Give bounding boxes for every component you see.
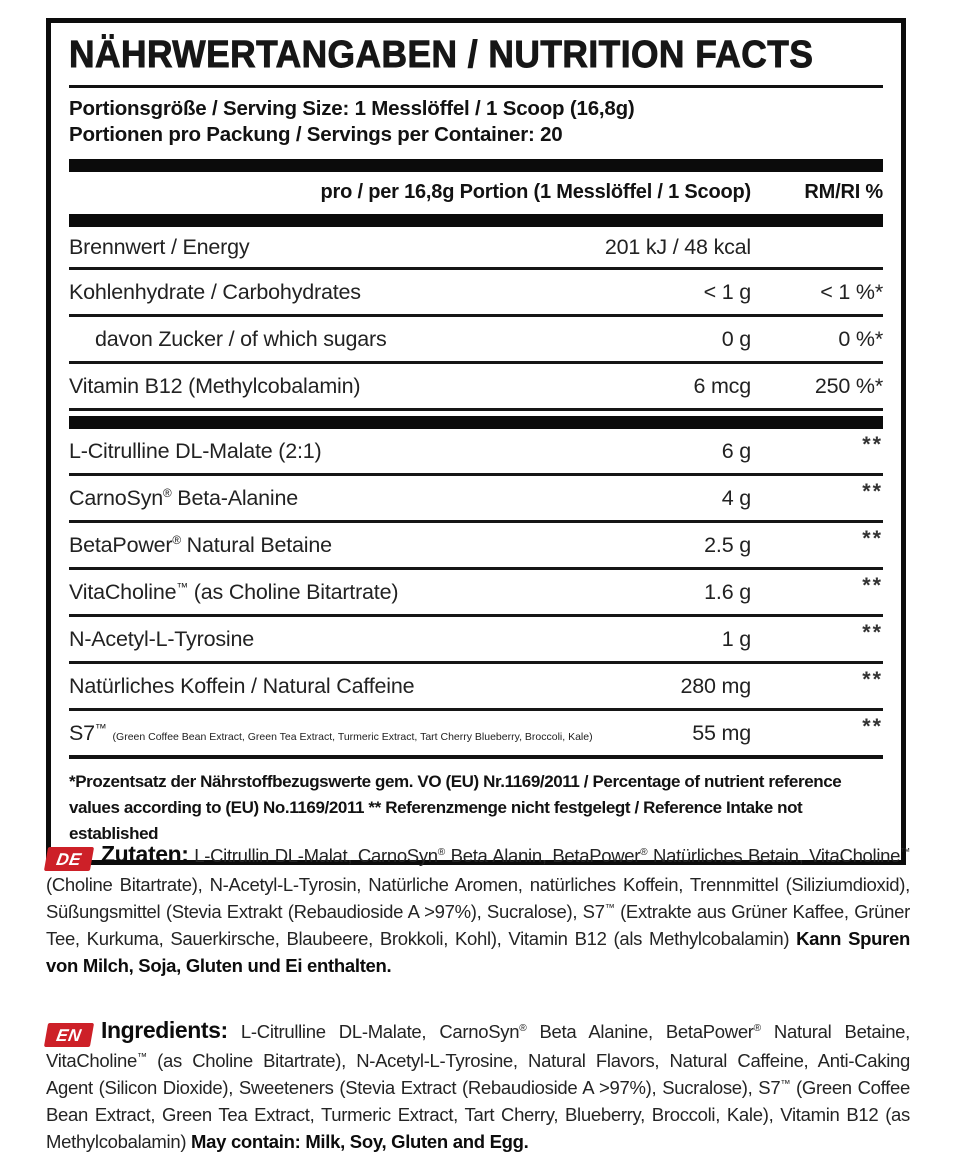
nutrient-name: CarnoSyn® Beta-Alanine <box>69 485 299 510</box>
nutrient-rm-percent: 250 %* <box>814 373 883 398</box>
column-amount-header: pro / per 16,8g Portion (1 Messlöffel / 1 Scoop) <box>320 181 751 203</box>
registered-mark: ® <box>519 1022 527 1034</box>
nutrient-name: Natürliches Koffein / Natural Caffeine <box>69 673 415 698</box>
divider-bar-actives <box>69 416 883 429</box>
nutrient-rm-percent: < 1 %* <box>820 279 883 304</box>
serving-size-line: Portionsgröße / Serving Size: 1 Messlöffel / 1 Scoop (16,8g) <box>69 97 635 120</box>
nutrient-rm-percent: ** <box>862 620 883 644</box>
nutrient-amount: 2.5 g <box>704 532 751 557</box>
active-ingredient-rows-section <box>69 429 883 755</box>
language-badge: DE <box>44 847 94 871</box>
panel-title: NÄHRWERTANGABEN / NUTRITION FACTS <box>69 34 814 76</box>
nutrient-rm-percent: ** <box>862 432 883 456</box>
column-header-row <box>69 172 883 214</box>
registered-mark: ® <box>172 532 181 547</box>
ingredients-list-text: L-Citrullin DL-Malat, CarnoSyn® Beta Alanin, BetaPower® Natürliches Betain, VitaCholine™ (Choline Bitartrate), N-Acetyl-L-Tyrosin, Natürliche Aromen, natürliches Koffein, Trennmittel (Siliziumdioxid), Süßungsmittel (Stevia Extrakt (Rebaudioside A >97%), Sucralose), S7™ (Extrakte aus Grüner Kaffee, Grüner Tee, Kurkuma, Sauerkirsche, Blaubeere, Brokkoli, Kohl), Vitamin B12 (als Methylcobalamin) <box>46 844 911 949</box>
ingredients-paragraph-en <box>46 1017 910 1156</box>
nutrient-amount: 4 g <box>721 485 751 510</box>
footnote: *Prozentsatz der Nährstoffbezugswerte gem. VO (EU) Nr.1169/2011 / Percentage of nutrient reference values according to (EU) No.1169/2011 ** Referenzmenge nicht festgelegt / Reference Intake not established <box>69 772 842 843</box>
ingredients-paragraph-de <box>46 841 910 980</box>
nutrient-row <box>69 617 883 664</box>
trademark-mark: ™ <box>780 1078 791 1090</box>
registered-mark: ® <box>640 846 648 858</box>
nutrient-name: L-Citrulline DL-Malate (2:1) <box>69 438 322 463</box>
nutrient-amount: 6 g <box>721 438 751 463</box>
trademark-mark: ™ <box>604 902 615 914</box>
title-divider <box>69 85 883 88</box>
nutrient-name: S7™ (Green Coffee Bean Extract, Green Tea Extract, Turmeric Extract, Tart Cherry Blueberry, Broccoli, Kale) <box>69 720 593 745</box>
nutrient-row <box>69 711 883 755</box>
nutrient-rm-percent: ** <box>862 573 883 597</box>
nutrient-name: davon Zucker / of which sugars <box>95 326 387 351</box>
nutrient-rm-percent: ** <box>862 714 883 738</box>
nutrient-row <box>69 227 883 270</box>
nutrient-sublist: (Green Coffee Bean Extract, Green Tea Extract, Turmeric Extract, Tart Cherry Blueberry, Broccoli, Kale) <box>112 730 593 743</box>
nutrient-amount: 0 g <box>721 326 751 351</box>
nutrient-row <box>69 523 883 570</box>
nutrient-row <box>69 270 883 317</box>
nutrient-name: Vitamin B12 (Methylcobalamin) <box>69 373 361 398</box>
trademark-mark: ™ <box>136 1051 147 1063</box>
registered-mark: ® <box>163 485 172 500</box>
allergen-statement: Kann Spuren von Milch, Soja, Gluten und Ei enthalten. <box>46 928 910 976</box>
nutrient-rm-percent: ** <box>862 526 883 550</box>
servings-per-container-line: Portionen pro Packung / Servings per Container: 20 <box>69 123 563 146</box>
divider-bar-top <box>69 159 883 172</box>
nutrient-row <box>69 570 883 617</box>
nutrient-row <box>69 429 883 476</box>
ingredients-lead: Ingredients: <box>101 1016 228 1043</box>
nutrient-row <box>69 364 883 411</box>
registered-mark: ® <box>437 846 445 858</box>
nutrient-name: Brennwert / Energy <box>69 234 250 259</box>
ingredients-lead: Zutaten: <box>101 840 189 867</box>
nutrient-rm-percent: 0 %* <box>838 326 883 351</box>
macro-rows-section <box>69 227 883 411</box>
nutrient-amount: 201 kJ / 48 kcal <box>604 234 751 259</box>
divider-bar-header <box>69 214 883 227</box>
nutrient-row <box>69 317 883 364</box>
language-badge: EN <box>44 1023 94 1047</box>
allergen-statement: May contain: Milk, Soy, Gluten and Egg. <box>191 1131 529 1152</box>
nutrient-amount: 55 mg <box>692 720 751 745</box>
registered-mark: ® <box>753 1022 761 1034</box>
ingredients-list-text: L-Citrulline DL-Malate, CarnoSyn® Beta Alanine, BetaPower® Natural Betaine, VitaCholine™ (as Choline Bitartrate), N-Acetyl-L-Tyrosine, Natural Flavors, Natural Caffeine, Anti-Caking Agent (Silicon Dioxide), Sweeteners (Stevia Extract (Rebaudioside A >97%), Sucralose), S7™ (Green Coffee Bean Extract, Green Tea Extract, Turmeric Extract, Tart Cherry, Blueberry, Broccoli, Kale), Vitamin B12 (as Methylcobalamin) <box>46 1020 911 1152</box>
nutrient-row <box>69 664 883 711</box>
nutrient-name: N-Acetyl-L-Tyrosine <box>69 626 254 651</box>
column-rm-header: RM/RI % <box>804 181 883 203</box>
serving-info <box>69 96 883 148</box>
trademark-mark: ™ <box>900 846 911 858</box>
nutrient-amount: 1.6 g <box>704 579 751 604</box>
nutrition-facts-panel <box>46 18 906 865</box>
nutrient-row <box>69 476 883 523</box>
nutrient-name: BetaPower® Natural Betaine <box>69 532 332 557</box>
nutrient-amount: 1 g <box>721 626 751 651</box>
nutrient-name: VitaCholine™ (as Choline Bitartrate) <box>69 579 399 604</box>
nutrient-rm-percent: ** <box>862 667 883 691</box>
nutrient-amount: < 1 g <box>703 279 751 304</box>
trademark-mark: ™ <box>94 720 107 735</box>
nutrient-amount: 280 mg <box>680 673 751 698</box>
nutrient-name: Kohlenhydrate / Carbohydrates <box>69 279 361 304</box>
nutrient-amount: 6 mcg <box>693 373 751 398</box>
trademark-mark: ™ <box>176 579 188 594</box>
nutrient-rm-percent: ** <box>862 479 883 503</box>
